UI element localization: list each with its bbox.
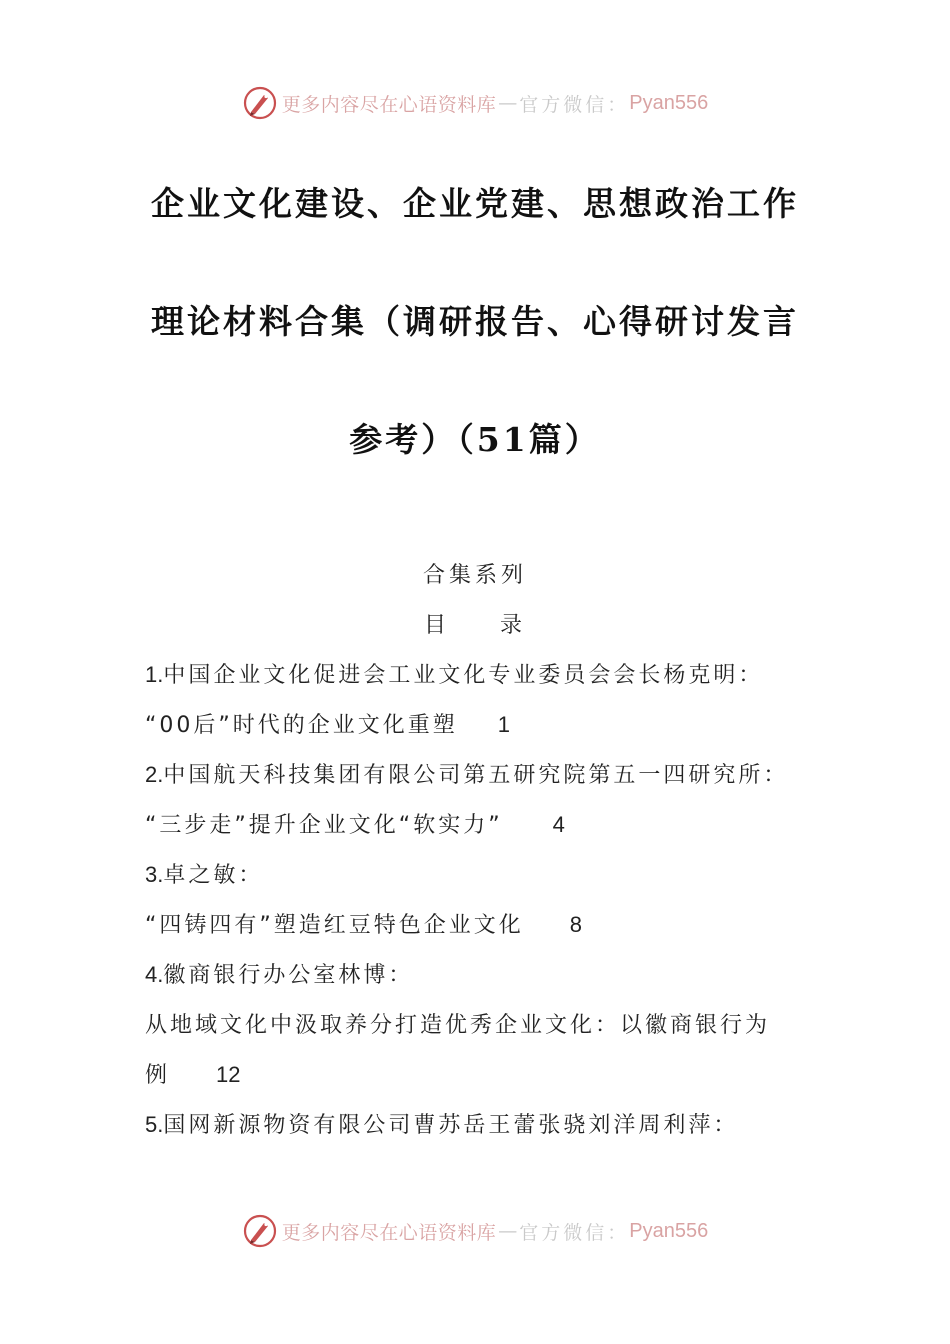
- series-label: 合集系列: [422, 563, 527, 588]
- banner-wechat-label: 官方微信：: [519, 93, 630, 116]
- banner-dash: —: [498, 1220, 518, 1242]
- banner-wechat-id: Pyan556: [629, 91, 709, 114]
- banner-dash: —: [498, 92, 518, 114]
- toc-entry-author: 4.徽商银行办公室林博：: [145, 962, 414, 988]
- banner-wechat-id: Pyan556: [629, 1219, 709, 1242]
- toc-entry-title: “四铸四有”塑造红豆特色企业文化 8: [145, 912, 583, 938]
- document-title-line-3: 参考）（51篇）: [349, 420, 601, 459]
- toc-entry-title: “三步走”提升企业文化“软实力” 4: [145, 812, 565, 838]
- pen-nib-icon: [242, 85, 278, 121]
- toc-entry-author: 3.卓之敏：: [145, 862, 264, 888]
- toc-heading: [0, 608, 950, 639]
- toc-entry-title: 从地域文化中汲取养分打造优秀企业文化：以徽商银行为: [145, 1013, 771, 1038]
- toc-entry-title: “00后”时代的企业文化重塑 1: [145, 712, 511, 738]
- toc-page-number: 8: [569, 912, 583, 937]
- document-title-line-1: 企业文化建设、企业党建、思想政治工作: [151, 184, 799, 223]
- toc-entry-author: 2.中国航天科技集团有限公司第五研究院第五一四研究所：: [145, 762, 789, 788]
- toc-entry-author: 1.中国企业文化促进会工业文化专业委员会会长杨克明：: [145, 662, 764, 688]
- banner-text: 更多内容尽在心语资料库: [281, 1221, 497, 1244]
- pen-nib-icon: [242, 1213, 278, 1249]
- toc-entry-author: 5.国网新源物资有限公司曹苏岳王蕾张骁刘洋周利萍：: [145, 1112, 739, 1138]
- document-title-line-2: 理论材料合集（调研报告、心得研讨发言: [151, 302, 799, 341]
- toc-heading-right: 录: [500, 613, 527, 638]
- banner-wechat-label: 官方微信：: [519, 1221, 630, 1244]
- banner-text: 更多内容尽在心语资料库: [281, 93, 497, 116]
- toc-page-number: 4: [552, 812, 565, 837]
- toc-entry-title-continued: 例 12: [145, 1062, 241, 1088]
- toc-page-number: 12: [216, 1062, 241, 1087]
- toc-page-number: 1: [497, 712, 511, 737]
- header-banner: [0, 83, 950, 123]
- toc-heading-left: 目: [423, 613, 450, 638]
- footer-banner: [0, 1211, 950, 1251]
